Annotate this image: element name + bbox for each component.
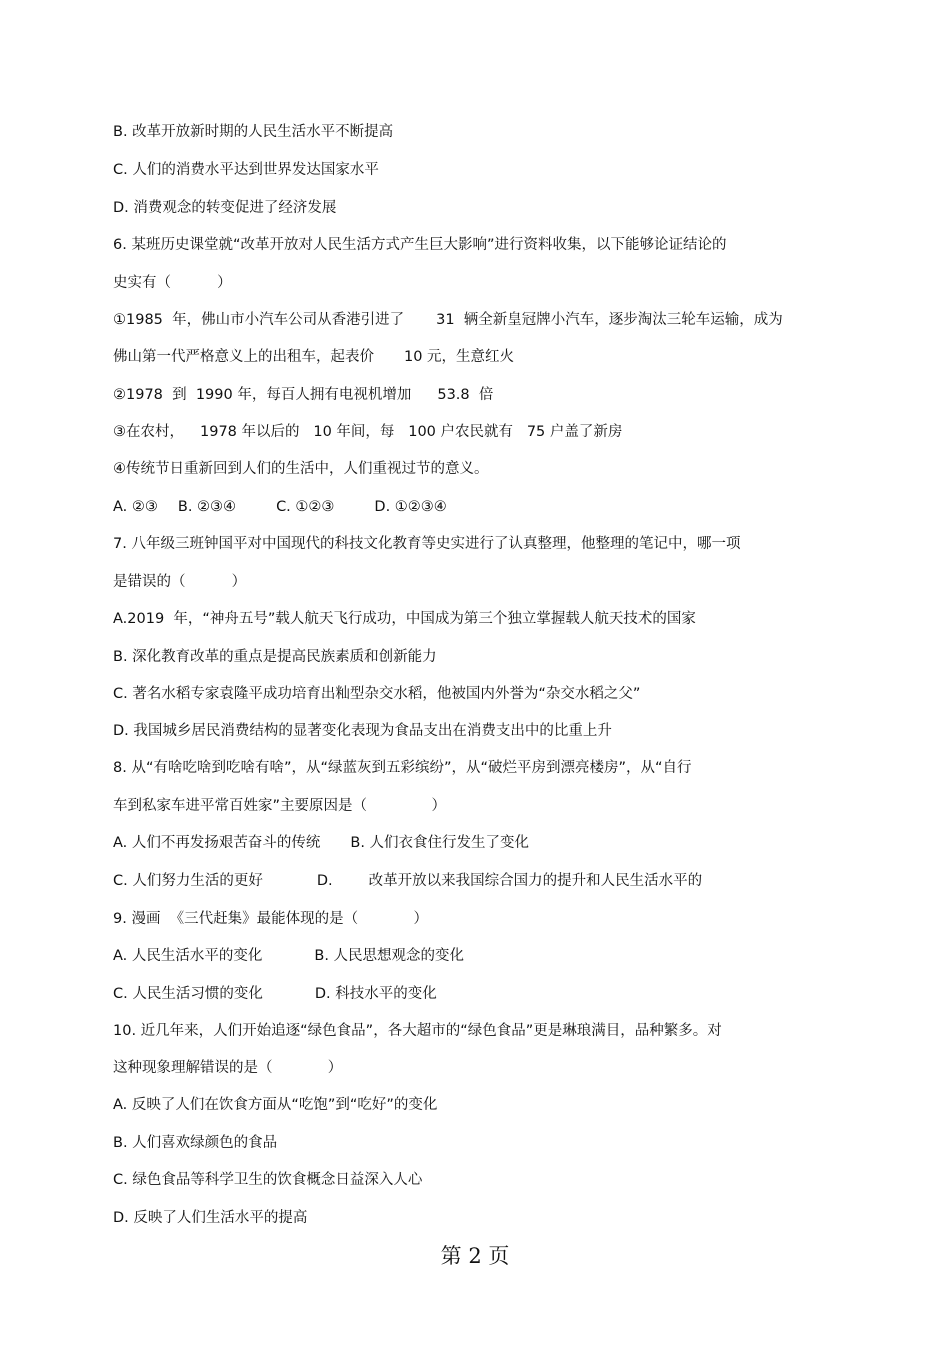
q9-stem: 9. 漫画 《三代赶集》最能体现的是（ ）: [113, 911, 428, 927]
q5-option-b: B. 改革开放新时期的人民生活水平不断提高: [113, 124, 394, 140]
q9-options-row-1: [113, 946, 464, 966]
q6-item-3-part-b: 1978 年以后的 10 年间，每 100 户农民就有 75 户盖了新房: [200, 424, 623, 440]
q6-item-1-part-d: 10 元，生意红火: [404, 349, 515, 365]
q9-option-d: D. 科技水平的变化: [314, 986, 437, 1002]
q6-item-1-part-a: ①1985 年，佛山市小汽车公司从香港引进了: [113, 312, 405, 328]
q10-option-c: C. 绿色食品等科学卫生的饮食概念日益深入人心: [113, 1172, 423, 1188]
q6-item-1-part-b: 31 辆全新皇冠牌小汽车，逐步淘汰三轮车运输，成为: [436, 312, 783, 328]
q7-option-d: D. 我国城乡居民消费结构的显著变化表现为食品支出在消费支出中的比重上升: [113, 723, 612, 739]
q10-option-a: A. 反映了人们在饮食方面从“吃饱”到“吃好”的变化: [113, 1097, 438, 1113]
q8-option-a: A. 人们不再发扬艰苦奋斗的传统: [113, 835, 321, 851]
q6-item-1-part-c: 佛山第一代严格意义上的出租车，起表价: [113, 349, 374, 365]
q6-item-2: [113, 385, 493, 405]
q9-option-a: A. 人民生活水平的变化: [113, 948, 263, 964]
q8-options-row-2: [113, 871, 702, 891]
page-number: 第 2 页: [440, 1244, 510, 1268]
q8-option-b: B. 人们衣食住行发生了变化: [350, 835, 530, 851]
q10-stem-line-2: 这种现象理解错误的是（ ）: [113, 1060, 343, 1076]
q7-option-a: A.2019 年，“神舟五号”载人航天飞行成功，中国成为第三个独立掌握载人航天技术的国家: [113, 611, 696, 627]
q6-option-c: C. ①②③: [276, 499, 335, 515]
q5-option-d: D. 消费观念的转变促进了经济发展: [113, 200, 337, 216]
q8-stem-line-1: 8. 从“有啥吃啥到吃啥有啥”，从“绿蓝灰到五彩缤纷”，从“破烂平房到漂亮楼房”，从“自行: [113, 760, 692, 776]
q6-stem-line-1: 6. 某班历史课堂就“改革开放对人民生活方式产生巨大影响”进行资料收集，以下能够论证结论的: [113, 237, 727, 253]
q6-stem-line-2: 史实有（ ）: [113, 275, 232, 291]
q8-options-row-1: [113, 833, 529, 853]
q8-option-d-text: 改革开放以来我国综合国力的提升和人民生活水平的: [368, 873, 703, 889]
q6-item-2-part-b: 53.8 倍: [437, 387, 494, 403]
q7-stem-line-1: 7. 八年级三班钟国平对中国现代的科技文化教育等史实进行了认真整理，他整理的笔记中，哪一项: [113, 536, 741, 552]
q6-item-4: ④传统节日重新回到人们的生活中，人们重视过节的意义。: [113, 461, 489, 477]
q10-option-d: D. 反映了人们生活水平的提高: [113, 1210, 308, 1226]
q5-option-c: C. 人们的消费水平达到世界发达国家水平: [113, 162, 379, 178]
q10-stem-line-1: 10. 近几年来，人们开始追逐“绿色食品”，各大超市的“绿色食品”更是琳琅满目，品种繁多。对: [113, 1023, 722, 1039]
q7-option-c: C. 著名水稻专家袁隆平成功培育出籼型杂交水稻，他被国内外誉为“杂交水稻之父”: [113, 686, 641, 702]
q6-item-3-part-a: ③在农村，: [113, 424, 184, 440]
q6-item-1-line-2: [113, 347, 514, 367]
q9-options-row-2: [113, 984, 437, 1004]
q8-option-c: C. 人们努力生活的更好: [113, 873, 263, 889]
q6-item-1-line-1: [113, 310, 783, 330]
q9-option-b: B. 人民思想观念的变化: [314, 948, 465, 964]
q7-stem-line-2: 是错误的（ ）: [113, 574, 247, 590]
q6-option-b: B. ②③④: [177, 499, 237, 515]
q6-item-2-part-a: ②1978 到 1990 年，每百人拥有电视机增加: [113, 387, 412, 403]
q10-option-b: B. 人们喜欢绿颜色的食品: [113, 1135, 278, 1151]
q8-option-d-label: D.: [316, 873, 333, 889]
q6-option-d: D. ①②③④: [374, 499, 447, 515]
q6-option-a: A. ②③: [113, 499, 158, 515]
q9-option-c: C. 人民生活习惯的变化: [113, 986, 263, 1002]
q6-options: [113, 497, 447, 517]
q6-item-3: [113, 422, 622, 442]
q7-option-b: B. 深化教育改革的重点是提高民族素质和创新能力: [113, 649, 437, 665]
q8-stem-line-2: 车到私家车进平常百姓家”主要原因是（ ）: [113, 798, 447, 814]
